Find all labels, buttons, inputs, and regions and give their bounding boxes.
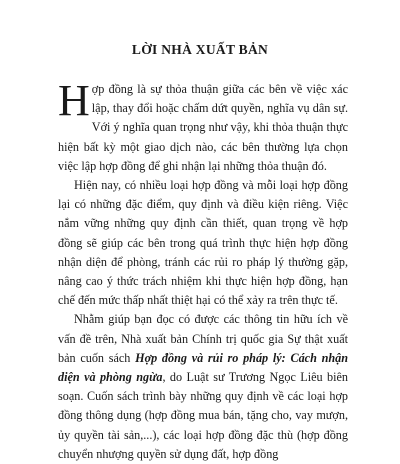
- paragraph-1: [58, 76, 348, 176]
- page-title: LỜI NHÀ XUẤT BẢN: [131, 42, 269, 57]
- book-title: Hợp đồng và rủi ro pháp lý: Cách nhận diện và phòng ngừa: [58, 350, 348, 385]
- paragraph-3: [58, 310, 348, 464]
- paragraph-3-text-before: Nhằm giúp bạn đọc có được các thông tin hữu ích về vấn đề trên, Nhà xuất bản Chính trị quốc gia Sự thật xuất bản cuốn sách: [58, 312, 348, 365]
- paragraph-1-text: ợp đồng là sự thỏa thuận giữa các bên về việc xác lập, thay đổi hoặc chấm dứt quyền, nghĩa vụ dân sự. Với ý nghĩa quan trọng như vậy, khi thỏa thuận thực hiện bất kỳ một giao dịch nào, các bên thường lựa chọn việc lập hợp đồng để ghi nhận lại những thỏa thuận đó.: [58, 82, 348, 173]
- paragraph-3-text-after: , do Luật sư Trương Ngọc Liêu biên soạn. Cuốn sách trình bày những quy định về các loại hợp đồng thông dụng (hợp đồng mua bán, tặng cho, vay mượn, ủy quyền tài sản,...), các loại hợp đồng đặc thù (hợp đồng chuyển nhượng quyền sử dụng đất, hợp đồng: [58, 370, 348, 461]
- preface-body: [58, 76, 348, 464]
- drop-cap: H: [58, 76, 90, 125]
- paragraph-2: Hiện nay, có nhiều loại hợp đồng và mỗi loại hợp đồng lại có những đặc điểm, quy định và điều kiện riêng. Việc nắm vững những quy định cần thiết, quan trọng về hợp đồng sẽ giúp các bên trong quá trình thực hiện hợp đồng nhận diện để phòng, tránh các rủi ro pháp lý thường gặp, nâng cao ý thức trách nhiệm khi thực hiện hợp đồng, hạn chế đến mức thấp nhất thiệt hại có thể xảy ra trên thực tế.: [58, 178, 348, 308]
